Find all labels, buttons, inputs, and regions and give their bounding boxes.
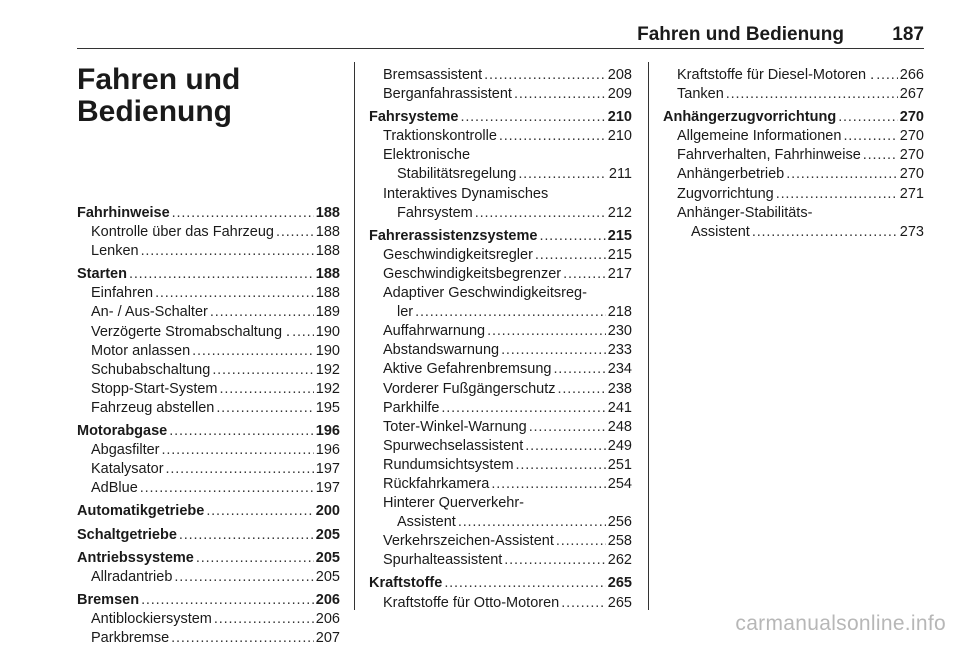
toc-page-number: 258 (607, 533, 632, 550)
dot-leader (484, 66, 606, 85)
toc-section-entry[interactable] (77, 591, 340, 610)
page-number: 187 (892, 24, 924, 45)
toc-entry-title: Fahrzeug abstellen (91, 399, 215, 416)
toc-entry-title: Automatikgetriebe (77, 503, 205, 520)
toc-subsection-entry[interactable] (663, 204, 924, 242)
toc-page-number: 188 (315, 266, 340, 283)
dot-leader (838, 108, 898, 127)
toc-entry-title: Elektronische (383, 147, 471, 164)
toc-entry-title: Fahrverhalten, Fahrhinweise (677, 147, 861, 164)
toc-entry-title: Rundumsichtsystem (383, 456, 514, 473)
toc-page-number: 197 (315, 480, 340, 497)
toc-subsection-entry[interactable] (369, 494, 632, 532)
toc-page-number: 200 (315, 503, 340, 520)
chapter-title-line: Bedienung (77, 95, 232, 128)
toc-page-number: 270 (899, 109, 924, 126)
toc-entry-title: Adaptiver Geschwindigkeitsreg- (383, 285, 587, 302)
toc-subsection-entry[interactable] (77, 460, 340, 479)
toc-subsection-entry[interactable] (369, 284, 632, 322)
toc-page-number: 206 (315, 610, 340, 627)
toc-subsection-entry[interactable] (77, 323, 340, 342)
toc-subsection-entry[interactable] (369, 475, 632, 494)
header-rule (77, 48, 924, 49)
dot-leader (179, 526, 314, 545)
toc-subsection-entry[interactable] (369, 185, 632, 223)
toc-entry-title: Kraftstoffe für Otto-Motoren (383, 594, 560, 611)
toc-subsection-entry[interactable] (369, 437, 632, 456)
toc-entry-title: Auffahrwarnung (383, 323, 486, 340)
toc-entry-title: AdBlue (91, 480, 138, 497)
toc-entry-title-continuation: Assistent (691, 223, 750, 240)
toc-page-number: 262 (607, 552, 632, 569)
dot-leader (162, 441, 314, 460)
toc-subsection-entry[interactable] (77, 441, 340, 460)
toc-page-number: 270 (899, 128, 924, 145)
toc-page-number: 215 (607, 227, 632, 244)
dot-leader (843, 127, 897, 146)
toc-page-number: 208 (607, 67, 632, 83)
toc-entry-title: Antriebssysteme (77, 549, 194, 566)
toc-entry-title: Rückfahrkamera (383, 475, 490, 492)
dot-leader (220, 380, 314, 399)
toc-page-number: 188 (315, 285, 340, 302)
toc-entry-title: Schaltgetriebe (77, 526, 177, 543)
toc-subsection-entry[interactable] (663, 146, 924, 165)
toc-entry-title: Verzögerte Stromabschaltung . (91, 323, 291, 340)
toc-subsection-entry[interactable] (77, 303, 340, 322)
toc-page-number: 265 (607, 575, 632, 592)
toc-page-number: 197 (315, 461, 340, 478)
toc-entry-title: Bremsassistent (383, 67, 483, 83)
toc-entry-title: Spurwechselassistent (383, 437, 524, 454)
dot-leader (726, 85, 898, 104)
dot-leader (529, 418, 606, 437)
toc-subsection-entry[interactable] (77, 629, 340, 648)
toc-entry-title: Motorabgase (77, 423, 168, 440)
toc-subsection-entry[interactable] (369, 246, 632, 265)
dot-leader (876, 66, 898, 85)
toc-entry-title: Abstandswarnung (383, 342, 500, 359)
toc-page-number: 196 (315, 442, 340, 459)
toc-page-number: 217 (607, 265, 632, 282)
toc-entry-title: Starten (77, 266, 127, 283)
toc-page-number: 210 (607, 128, 632, 145)
dot-leader (196, 549, 314, 568)
toc-page-number: 273 (899, 223, 924, 240)
dot-leader (557, 380, 605, 399)
toc-page-number: 188 (315, 205, 340, 221)
toc-entry-title: Kraftstoffe für Diesel-Motoren . (677, 67, 875, 83)
toc-subsection-entry[interactable] (369, 341, 632, 360)
toc-page-number: 188 (315, 243, 340, 260)
toc-entry-title: Berganfahrassistent (383, 86, 512, 103)
dot-leader (535, 246, 606, 265)
toc-entry-title: Zugvorrichtung (677, 185, 774, 202)
toc-page-number: 196 (315, 423, 340, 440)
column-divider (648, 62, 649, 610)
dot-leader (561, 594, 606, 613)
toc-subsection-entry[interactable] (369, 146, 632, 184)
chapter-title (77, 64, 340, 128)
toc-subsection-entry[interactable] (369, 66, 632, 85)
watermark: carmanualsonline.info (735, 612, 946, 635)
toc-entry-title: Anhänger-Stabilitäts- (677, 204, 813, 221)
toc-page-number: 212 (607, 204, 632, 221)
toc-page-number: 209 (607, 86, 632, 103)
toc-entry-title-continuation: ler (397, 304, 414, 321)
toc-page-number: 249 (607, 437, 632, 454)
toc-subsection-entry[interactable] (663, 185, 924, 204)
toc-subsection-entry[interactable] (77, 568, 340, 587)
dot-leader (174, 568, 313, 587)
toc-subsection-entry[interactable] (77, 610, 340, 629)
toc-section-entry[interactable] (77, 204, 340, 223)
toc-page-number: 238 (607, 380, 632, 397)
toc-page-number: 205 (315, 526, 340, 543)
toc-entry-title: Antiblockiersystem (91, 610, 212, 627)
toc-entry-title: Fahrsysteme (369, 109, 459, 126)
toc-subsection-entry[interactable] (369, 380, 632, 399)
toc-page-number: 215 (607, 246, 632, 263)
dot-leader (169, 422, 314, 441)
toc-page-number: 256 (607, 514, 632, 531)
dot-leader (155, 284, 314, 303)
toc-subsection-entry[interactable] (77, 223, 340, 242)
dot-leader (216, 399, 313, 418)
toc-page-number: 211 (608, 166, 632, 183)
toc-entry-title: Geschwindigkeitsregler (383, 246, 533, 263)
toc-entry-title: Anhängerzugvorrichtung (663, 109, 837, 126)
toc-subsection-entry[interactable] (369, 85, 632, 104)
dot-leader (292, 323, 314, 342)
toc-entry-title: Lenken (91, 243, 139, 260)
toc-page-number: 265 (607, 594, 632, 611)
dot-leader (166, 460, 314, 479)
dot-leader (539, 227, 605, 246)
toc-section-entry[interactable] (369, 108, 632, 127)
toc-entry-title: Interaktives Dynamisches (383, 185, 549, 202)
dot-leader (458, 513, 606, 532)
dot-leader (776, 185, 898, 204)
toc-entry-title: Spurhalteassistent (383, 552, 503, 569)
toc-page-number: 190 (315, 342, 340, 359)
toc-subsection-entry[interactable] (77, 242, 340, 261)
dot-leader (192, 342, 314, 361)
toc-column-2 (369, 66, 632, 613)
toc-page-number: 218 (607, 304, 632, 321)
dot-leader (171, 629, 314, 648)
dot-leader (499, 127, 606, 146)
toc-page-number: 233 (607, 342, 632, 359)
toc-entry-title: Anhängerbetrieb (677, 166, 785, 183)
dot-leader (129, 265, 314, 284)
dot-leader (141, 242, 314, 261)
toc-subsection-entry[interactable] (369, 265, 632, 284)
toc-subsection-entry[interactable] (77, 284, 340, 303)
dot-leader (518, 165, 607, 184)
dot-leader (172, 204, 314, 223)
column-divider (354, 62, 355, 610)
toc-entry-title: Geschwindigkeitsbegrenzer (383, 265, 562, 282)
toc-page-number: 210 (607, 109, 632, 126)
dot-leader (786, 165, 898, 184)
toc-page-number: 195 (315, 399, 340, 416)
dot-leader (525, 437, 606, 456)
dot-leader (206, 502, 313, 521)
dot-leader (563, 265, 606, 284)
header-title: Fahren und Bedienung (637, 24, 844, 45)
dot-leader (441, 399, 605, 418)
toc-entry-title: Verkehrszeichen-Assistent (383, 533, 554, 550)
toc-entry-title: Kontrolle über das Fahrzeug (91, 224, 274, 241)
toc-subsection-entry[interactable] (369, 399, 632, 418)
toc-subsection-entry[interactable] (77, 399, 340, 418)
toc-entry-title: Katalysator (91, 461, 164, 478)
dot-leader (752, 223, 898, 242)
toc-page-number: 207 (315, 629, 340, 646)
toc-page-number: 241 (607, 399, 632, 416)
toc-entry-title: Parkhilfe (383, 399, 440, 416)
toc-entry-title-continuation: Fahrsystem (397, 204, 473, 221)
dot-leader (460, 108, 605, 127)
dot-leader (514, 85, 606, 104)
toc-subsection-entry[interactable] (77, 361, 340, 380)
toc-section-entry[interactable] (77, 549, 340, 568)
dot-leader (501, 341, 606, 360)
toc-subsection-entry[interactable] (369, 418, 632, 437)
dot-leader (276, 223, 314, 242)
toc-subsection-entry[interactable] (77, 479, 340, 498)
toc-entry-title-continuation: Stabilitätsregelung (397, 166, 517, 183)
toc-entry-title: Allradantrieb (91, 568, 173, 585)
toc-entry-title: Schubabschaltung (91, 361, 211, 378)
toc-page-number: 234 (607, 361, 632, 378)
toc-section-entry[interactable] (77, 502, 340, 521)
dot-leader (212, 361, 313, 380)
toc-page-number: 267 (899, 86, 924, 103)
toc-entry-title: Parkbremse (91, 629, 170, 646)
toc-entry-title: Fahrerassistenzsysteme (369, 227, 538, 244)
dot-leader (487, 322, 606, 341)
toc-section-entry[interactable] (663, 108, 924, 127)
toc-entry-title: Toter-Winkel-Warnung (383, 418, 527, 435)
toc-entry-title: Einfahren (91, 285, 154, 302)
dot-leader (475, 204, 606, 223)
toc-entry-title: Bremsen (77, 591, 140, 608)
toc-subsection-entry[interactable] (369, 594, 632, 613)
toc-page-number: 248 (607, 418, 632, 435)
chapter-title-line: Fahren und (77, 63, 241, 96)
toc-page-number: 190 (315, 323, 340, 340)
toc-page-number: 266 (899, 67, 924, 83)
toc-page-number: 192 (315, 361, 340, 378)
dot-leader (415, 303, 606, 322)
toc-page-number: 270 (899, 166, 924, 183)
dot-leader (516, 456, 606, 475)
toc-subsection-entry[interactable] (77, 380, 340, 399)
toc-entry-title-continuation: Assistent (397, 514, 456, 531)
toc-subsection-entry[interactable] (369, 456, 632, 475)
toc-section-entry[interactable] (77, 265, 340, 284)
toc-entry-title: Fahrhinweise (77, 205, 170, 221)
toc-subsection-entry[interactable] (369, 360, 632, 379)
toc-subsection-entry[interactable] (663, 127, 924, 146)
toc-subsection-entry[interactable] (663, 165, 924, 184)
toc-entry-title: Aktive Gefahrenbremsung (383, 361, 552, 378)
toc-subsection-entry[interactable] (663, 85, 924, 104)
toc-column-1 (77, 63, 340, 648)
dot-leader (210, 303, 314, 322)
toc-page-number: 205 (315, 549, 340, 566)
dot-leader (863, 146, 898, 165)
toc-page-number: 230 (607, 323, 632, 340)
toc-subsection-entry[interactable] (369, 127, 632, 146)
toc-subsection-entry[interactable] (369, 532, 632, 551)
toc-section-entry[interactable] (369, 227, 632, 246)
toc-entry-title: Stopp-Start-System (91, 380, 218, 397)
dot-leader (141, 591, 314, 610)
dot-leader (504, 551, 606, 570)
toc-section-entry[interactable] (77, 526, 340, 545)
toc-subsection-entry[interactable] (369, 322, 632, 341)
toc-page-number: 254 (607, 475, 632, 492)
dot-leader (214, 610, 314, 629)
toc-entry-title: Allgemeine Informationen (677, 128, 842, 145)
toc-page-number: 189 (315, 304, 340, 321)
dot-leader (553, 360, 605, 379)
toc-page-number: 192 (315, 380, 340, 397)
toc-subsection-entry[interactable] (369, 551, 632, 570)
toc-column-3 (663, 66, 924, 242)
toc-page-number: 270 (899, 147, 924, 164)
toc-page-number: 271 (899, 185, 924, 202)
toc-page-number: 188 (315, 224, 340, 241)
toc-section-entry[interactable] (369, 574, 632, 593)
toc-entry-title: Hinterer Querverkehr- (383, 495, 525, 512)
toc-page-number: 251 (607, 456, 632, 473)
dot-leader (491, 475, 605, 494)
toc-entry-title: Traktionskontrolle (383, 128, 497, 145)
toc-page-number: 205 (315, 568, 340, 585)
toc-entry-title: Abgasfilter (91, 442, 160, 459)
toc-entry-title: Tanken (677, 86, 724, 103)
toc-section-entry[interactable] (77, 422, 340, 441)
toc-subsection-entry[interactable] (77, 342, 340, 361)
toc-entry-title: Vorderer Fußgängerschutz (383, 380, 556, 397)
dot-leader (556, 532, 606, 551)
dot-leader (444, 574, 605, 593)
dot-leader (140, 479, 314, 498)
toc-subsection-entry[interactable] (663, 66, 924, 85)
toc-entry-title: Motor anlassen (91, 342, 191, 359)
toc-page-number: 206 (315, 591, 340, 608)
toc-entry-title: Kraftstoffe (369, 575, 443, 592)
toc-entry-title: An- / Aus-Schalter (91, 304, 208, 321)
